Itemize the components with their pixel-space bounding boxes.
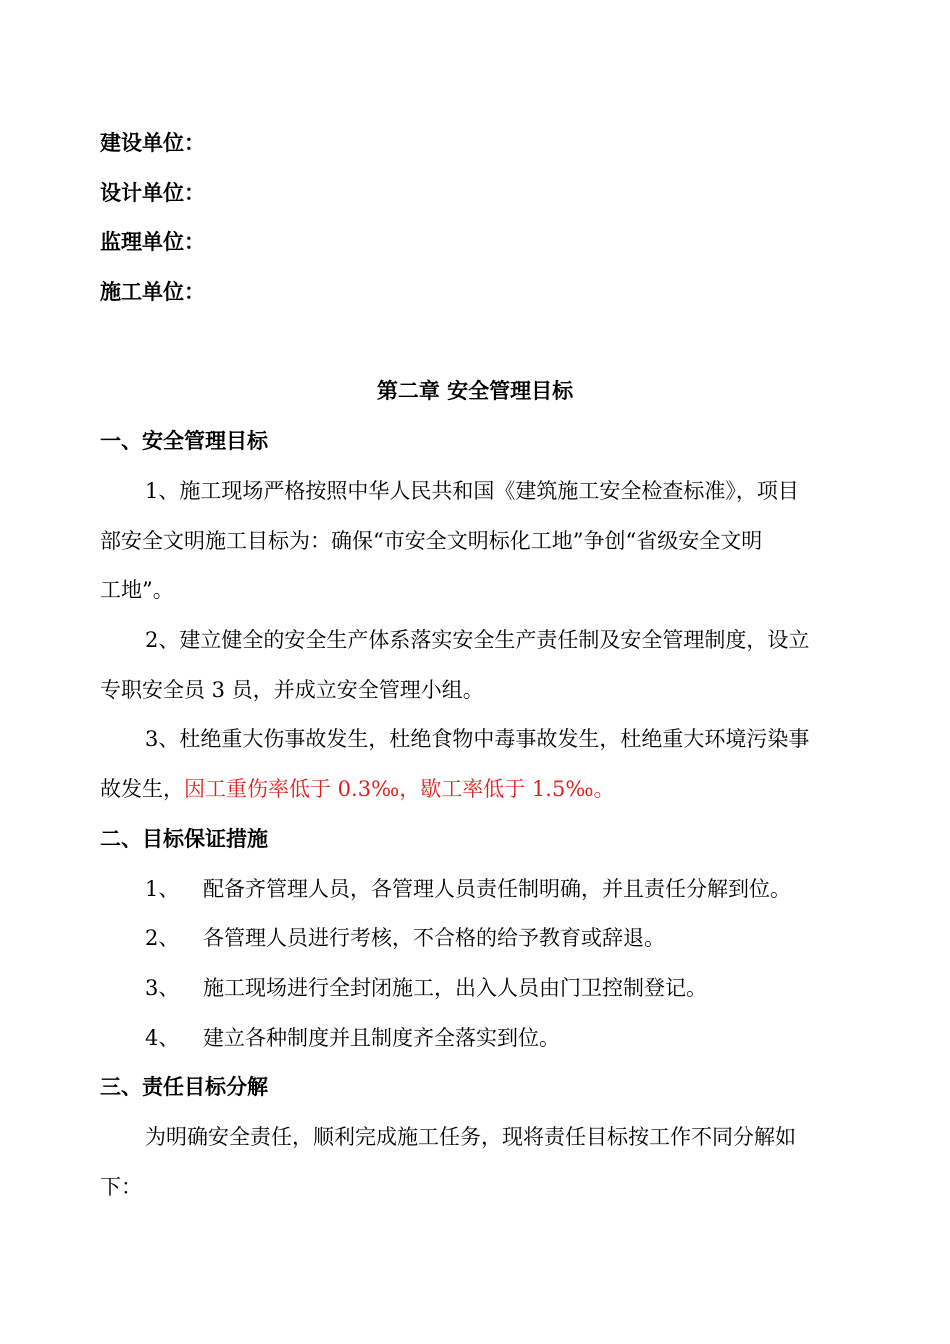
section1-item3-line2 (100, 774, 860, 804)
chapter-title: 第二章 安全管理目标 (376, 378, 574, 403)
field-contractor-unit: 施工单位： (100, 279, 205, 304)
section1-item2-line1: 2、建立健全的安全生产体系落实安全生产责任制及安全管理制度，设立 (145, 628, 810, 652)
item-number: 4、 (145, 1026, 180, 1050)
section2-item (100, 923, 905, 953)
section2-item (100, 874, 905, 904)
item-text: 建立各种制度并且制度齐全落实到位。 (203, 1026, 560, 1050)
item-number: 3、 (145, 976, 180, 1000)
item-text: 各管理人员进行考核，不合格的给予教育或辞退。 (203, 926, 665, 950)
section1-item2-line2: 专职安全员 3 员，并成立安全管理小组。 (100, 678, 484, 702)
section3-para-line2: 下： (100, 1175, 142, 1199)
item-text: 配备齐管理人员，各管理人员责任制明确，并且责任分解到位。 (203, 877, 791, 901)
section2-heading: 二、目标保证措施 (100, 826, 268, 851)
item-text: 施工现场进行全封闭施工，出入人员由门卫控制登记。 (203, 976, 707, 1000)
section2-item (100, 973, 905, 1003)
section1-item3-line1: 3、杜绝重大伤事故发生，杜绝食物中毒事故发生，杜绝重大环境污染事 (145, 727, 810, 751)
section1-item1-line1: 1、施工现场严格按照中华人民共和国《建筑施工安全检查标准》，项目 (145, 479, 799, 503)
field-construction-unit: 建设单位： (100, 130, 205, 155)
section2-item (100, 1023, 905, 1053)
item-number: 1、 (145, 877, 180, 901)
field-supervision-unit: 监理单位： (100, 229, 205, 254)
item3-highlight-text: 因工重伤率低于 0.3‰，歇工率低于 1.5‰。 (184, 777, 615, 801)
item-number: 2、 (145, 926, 180, 950)
item3-plain-text: 故发生， (100, 777, 184, 801)
section1-heading: 一、安全管理目标 (100, 428, 268, 453)
section1-item1-line3: 工地”。 (100, 578, 174, 602)
section1-item1-line2: 部安全文明施工目标为：确保“市安全文明标化工地”争创“省级安全文明 (100, 529, 763, 553)
section3-heading: 三、责任目标分解 (100, 1074, 268, 1099)
section3-para-line1: 为明确安全责任，顺利完成施工任务，现将责任目标按工作不同分解如 (145, 1125, 796, 1149)
field-design-unit: 设计单位： (100, 180, 205, 205)
